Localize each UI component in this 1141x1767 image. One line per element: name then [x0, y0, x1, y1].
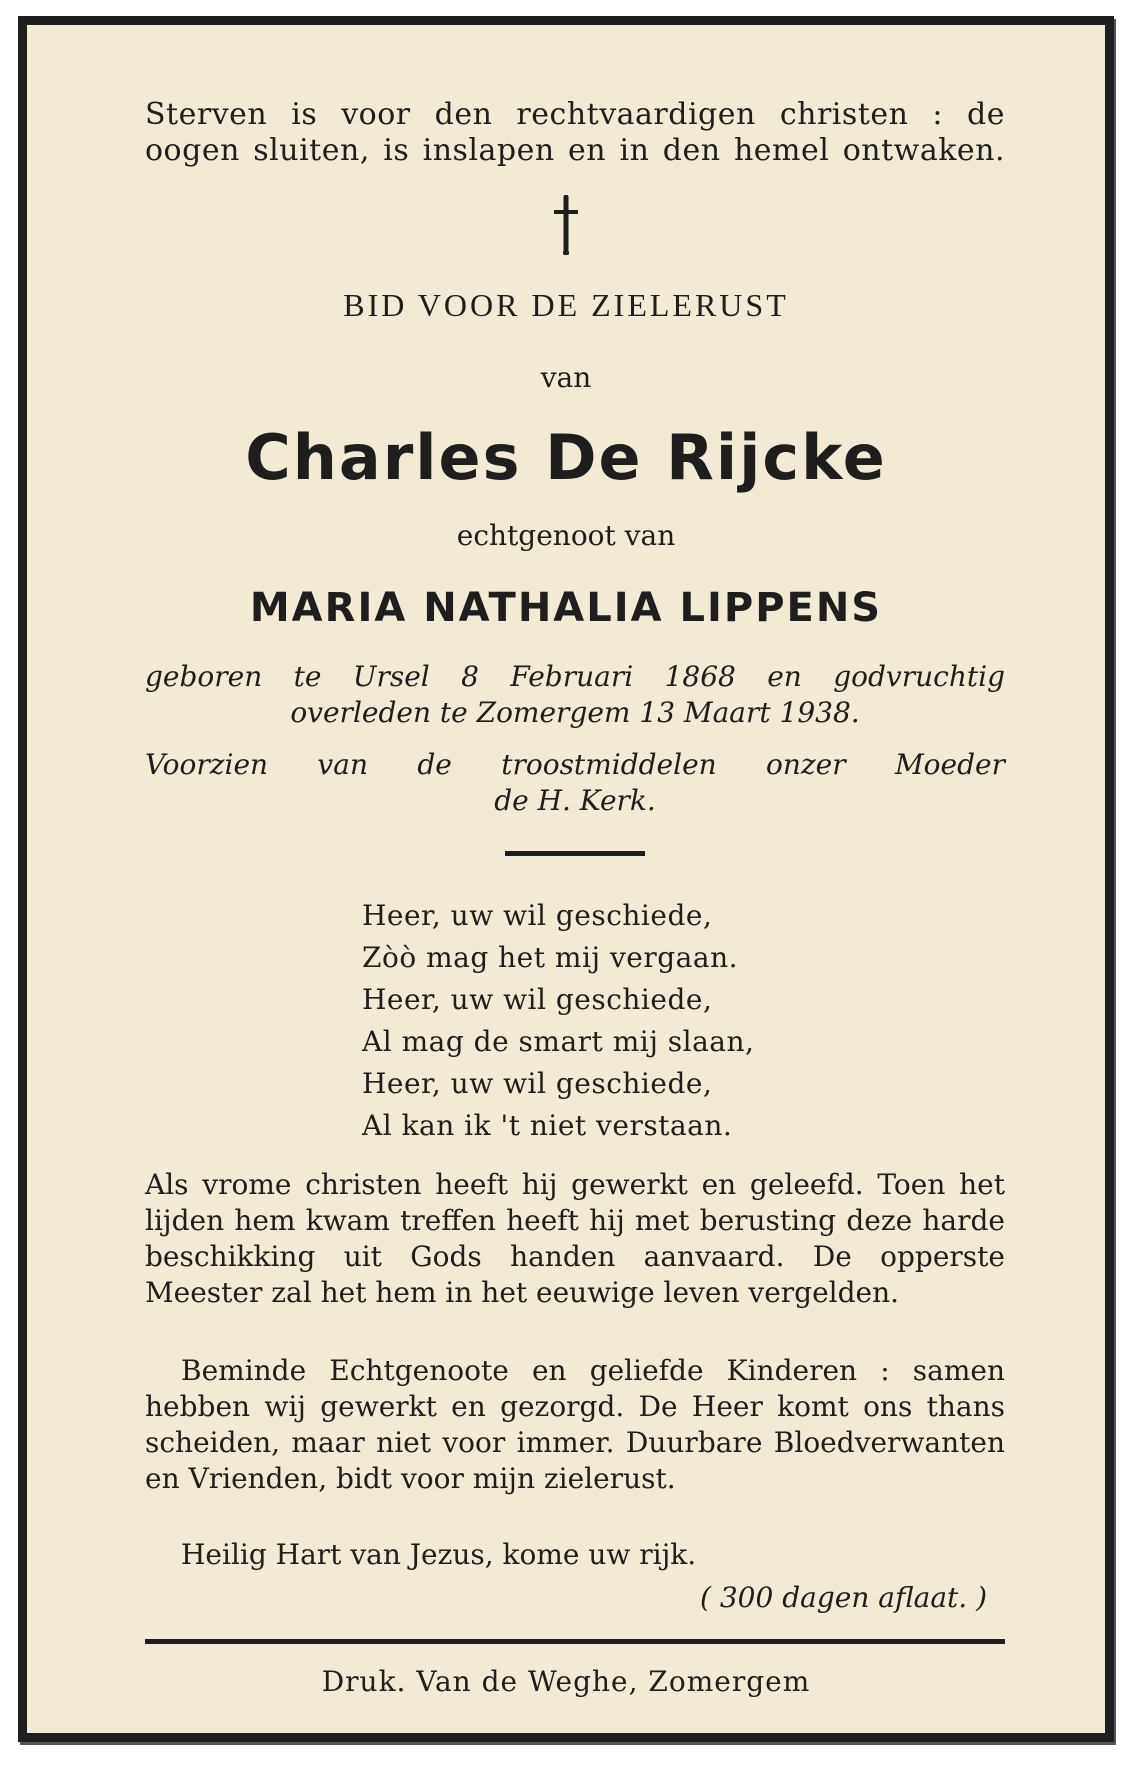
divider-long	[145, 1639, 1005, 1644]
epigraph-line-2: oogen sluiten, is inslapen en in den hemel ontwaken.	[145, 133, 1005, 168]
van-label: van	[540, 361, 592, 394]
sacraments-line-1: Voorzien van de troostmiddelen onzer Moeder	[145, 748, 1005, 781]
spouse-label: echtgenoot van	[456, 519, 676, 552]
life-dates-line-1: geboren te Ursel 8 Februari 1868 en godvruchtig	[145, 660, 1005, 693]
paragraph-2: Beminde Echtgenoote en geliefde Kinderen : samen hebben wij gewerkt en gezorgd. De Heer komt ons thans scheiden, maar niet voor immer. Duurbare Bloedverwanten en Vrienden, bidt voor mijn zielerust.	[145, 1354, 1005, 1495]
poem-line: Heer, uw wil geschiede,	[362, 1067, 713, 1100]
sacraments	[145, 747, 1005, 819]
poem-line: Al kan ik 't niet verstaan.	[362, 1109, 733, 1142]
poem-line: Zòò mag het mij vergaan.	[362, 941, 738, 974]
prayer-heading: BID VOOR DE ZIELERUST	[343, 287, 789, 323]
paragraph-3: Heilig Hart van Jezus, kome uw rijk.	[181, 1538, 697, 1571]
printer-credit: Druk. Van de Weghe, Zomergem	[321, 1665, 811, 1698]
poem-line: Al mag de smart mij slaan,	[362, 1025, 755, 1058]
divider-short	[505, 851, 645, 856]
deceased-name: Charles De Rijcke	[245, 421, 887, 494]
poem-line: Heer, uw wil geschiede,	[362, 983, 713, 1016]
poem	[362, 895, 754, 1147]
memorial-card	[18, 16, 1114, 1742]
spouse-name: MARIA NATHALIA LIPPENS	[249, 585, 883, 631]
epigraph	[145, 97, 1005, 169]
poem-line: Heer, uw wil geschiede,	[362, 899, 713, 932]
sacraments-line-2: de H. Kerk.	[494, 784, 656, 817]
epigraph-line-1: Sterven is voor den rechtvaardigen christen : de	[145, 97, 1005, 132]
life-dates	[145, 659, 1005, 731]
indulgence-note: ( 300 dagen aflaat. )	[700, 1581, 987, 1614]
paragraph-1: Als vrome christen heeft hij gewerkt en geleefd. Toen het lijden hem kwam treffen heeft hij met berusting deze harde beschikking uit Gods handen aanvaard. De opperste Meester zal het hem in het eeuwige leven vergelden.	[145, 1168, 1005, 1309]
life-dates-line-2: overleden te Zomergem 13 Maart 1938.	[290, 696, 860, 729]
cross-icon	[27, 195, 1105, 265]
